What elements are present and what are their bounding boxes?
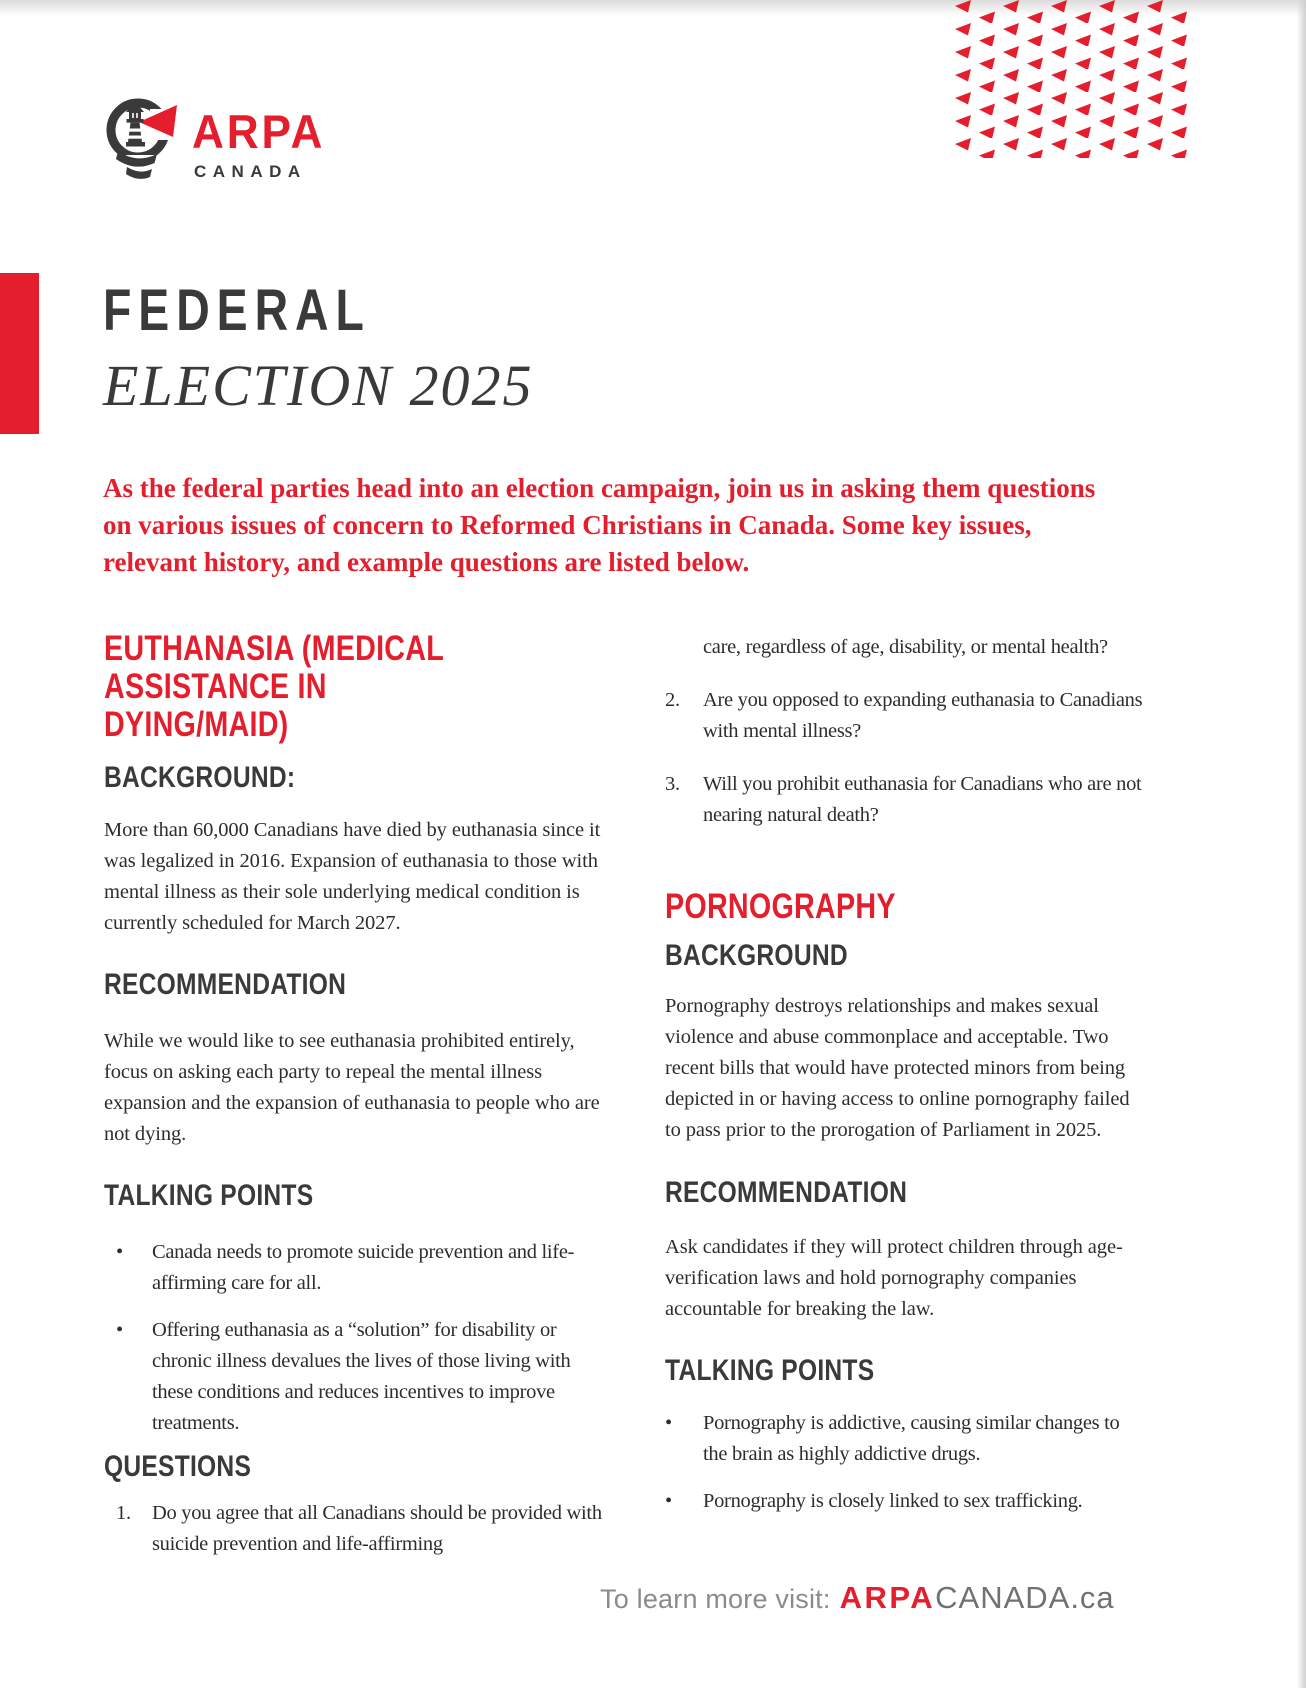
question-number: 2. — [665, 689, 680, 711]
talking-points-heading: TALKING POINTS — [665, 1354, 875, 1387]
section-title-line: EUTHANASIA (MEDICAL — [104, 629, 445, 668]
bullet-icon: • — [665, 1412, 672, 1434]
talking-point-text: Pornography is closely linked to sex trafficking. — [703, 1490, 1083, 1512]
recommendation-paragraph: While we would like to see euthanasia prohibited entirely, focus on asking each party to repeal the mental illness expansion and the expansion of euthanasia to people who are not dying. — [104, 1030, 600, 1145]
recommendation-heading: RECOMMENDATION — [665, 1176, 908, 1209]
arpa-canada-logo — [106, 92, 334, 182]
red-triangles-pattern — [955, 0, 1190, 158]
lighthouse-icon — [106, 92, 180, 182]
recommendation-heading: RECOMMENDATION — [104, 968, 347, 1001]
talking-points-heading: TALKING POINTS — [104, 1179, 314, 1212]
bullet-icon: • — [116, 1319, 123, 1341]
background-heading: BACKGROUND — [665, 939, 848, 972]
talking-points-list — [104, 1237, 604, 1439]
talking-point-text: Offering euthanasia as a “solution” for disability or chronic illness devalues the lives of those living with these conditions and reduces incentives to improve treatments. — [152, 1319, 571, 1434]
title-line-federal: FEDERAL — [103, 278, 371, 343]
logo-country-label: CANADA — [194, 162, 307, 181]
talking-point-item — [665, 1408, 1145, 1470]
questions-list-continued — [665, 632, 1145, 831]
background-paragraph: Pornography destroys relationships and makes sexual violence and abuse commonplace and acceptable. Two recent bills that would have protected minors from being depicted in or having access to online pornography failed to pass prior to the prorogation of Parliament in 2025. — [665, 995, 1130, 1141]
question-item — [665, 769, 1145, 831]
red-accent-bar — [0, 273, 39, 434]
questions-list — [104, 1498, 604, 1560]
talking-point-text: Canada needs to promote suicide prevention and life-affirming care for all. — [152, 1241, 575, 1294]
footer-site-link-arpa[interactable]: ARPA — [839, 1580, 936, 1615]
talking-point-item — [104, 1237, 604, 1299]
question-text: Are you opposed to expanding euthanasia to Canadians with mental illness? — [703, 689, 1143, 742]
section-title-euthanasia — [104, 630, 514, 744]
talking-points-list — [665, 1408, 1145, 1517]
section-title-line: ASSISTANCE IN DYING/MAID) — [104, 667, 327, 744]
footer — [600, 1580, 1115, 1616]
footer-site-link-canada[interactable]: CANADA.ca — [935, 1580, 1115, 1615]
question-number: 1. — [116, 1502, 131, 1524]
title-line-election: ELECTION 2025 — [103, 353, 534, 418]
background-paragraph: More than 60,000 Canadians have died by euthanasia since it was legalized in 2016. Expansion of euthanasia to those with mental illness as their sole underlying medical condition is currently scheduled for March 2027. — [104, 819, 601, 934]
section-title-line: PORNOGRAPHY — [665, 887, 896, 926]
hero-title — [103, 278, 534, 418]
intro-line: relevant history, and example questions are listed below. — [103, 547, 750, 577]
column-left — [104, 630, 604, 1560]
bullet-icon: • — [665, 1490, 672, 1512]
recommendation-paragraph: Ask candidates if they will protect children through age-verification laws and hold pornography companies accountable for breaking the law. — [665, 1236, 1123, 1320]
intro-line: on various issues of concern to Reformed Christians in Canada. Some key issues, — [103, 510, 1032, 540]
column-right — [665, 630, 1145, 1517]
bullet-icon: • — [116, 1241, 123, 1263]
footer-prefix-text: To learn more visit: — [600, 1584, 831, 1614]
talking-point-text: Pornography is addictive, causing similar changes to the brain as highly addictive drugs. — [703, 1412, 1120, 1465]
question-text: care, regardless of age, disability, or mental health? — [703, 636, 1108, 658]
intro-line: As the federal parties head into an election campaign, join us in asking them questions — [103, 473, 1096, 503]
intro-paragraph — [103, 470, 1095, 581]
logo-wordmark: ARPA — [192, 105, 326, 158]
logo-wordmark-group — [192, 92, 334, 180]
question-item-continuation — [665, 632, 1145, 663]
section-title-pornography — [665, 888, 1059, 926]
question-number: 3. — [665, 773, 680, 795]
background-heading: BACKGROUND: — [104, 761, 296, 794]
question-item — [104, 1498, 604, 1560]
question-text: Will you prohibit euthanasia for Canadians who are not nearing natural death? — [703, 773, 1142, 826]
talking-point-item — [665, 1486, 1145, 1517]
questions-heading: QUESTIONS — [104, 1450, 252, 1483]
talking-point-item — [104, 1315, 604, 1439]
question-item — [665, 685, 1145, 747]
page-right-edge-shadow — [1297, 0, 1306, 1688]
question-text: Do you agree that all Canadians should be provided with suicide prevention and life-affirming — [152, 1502, 602, 1555]
